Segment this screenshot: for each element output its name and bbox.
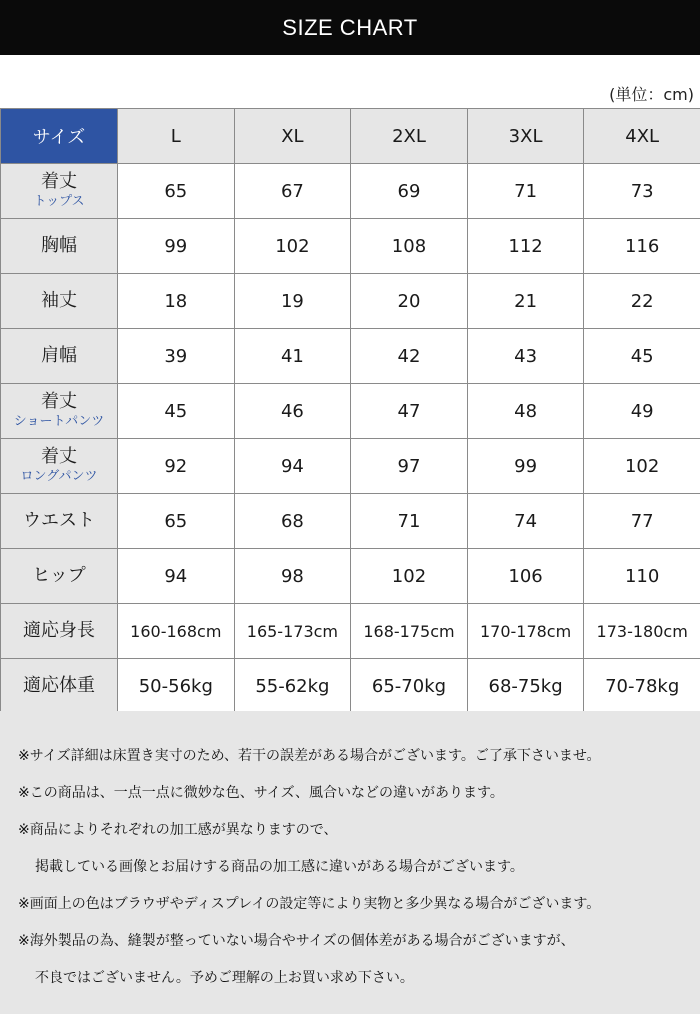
title-text: SIZE CHART [282, 14, 418, 40]
size-header-3xl: 3XL [467, 109, 584, 164]
row-label-subtext: ショートパンツ [13, 414, 105, 429]
size-cell: 68 [234, 494, 351, 549]
size-cell: 50-56kg [118, 659, 235, 714]
row-label-text: 袖丈 [41, 290, 77, 311]
size-cell: 71 [467, 164, 584, 219]
size-cell: 94 [118, 549, 235, 604]
size-cell: 41 [234, 329, 351, 384]
row-label [1, 329, 118, 384]
size-header-4xl: 4XL [584, 109, 700, 164]
row-label [1, 659, 118, 714]
size-header-xl: XL [234, 109, 351, 164]
note-line: ※画面上の色はブラウザやディスプレイの設定等により実物と多少異なる場合がございます。 [18, 896, 601, 912]
size-header-row [1, 109, 700, 164]
size-cell: 70-78kg [584, 659, 700, 714]
row-label [1, 384, 118, 439]
row-label [1, 164, 118, 219]
table-row [1, 604, 700, 659]
size-cell: 173-180cm [584, 604, 700, 659]
size-cell: 99 [467, 439, 584, 494]
size-cell: 67 [234, 164, 351, 219]
row-label-text: ウエスト [23, 510, 95, 531]
size-cell: 48 [467, 384, 584, 439]
size-cell: 160-168cm [118, 604, 235, 659]
size-cell: 112 [467, 219, 584, 274]
size-cell: 55-62kg [234, 659, 351, 714]
row-label-subtext: トップス [33, 194, 85, 209]
table-row [1, 384, 700, 439]
notes-panel [0, 711, 700, 1014]
row-label [1, 274, 118, 329]
size-cell: 99 [118, 219, 235, 274]
size-cell: 74 [467, 494, 584, 549]
size-cell: 68-75kg [467, 659, 584, 714]
row-label [1, 219, 118, 274]
size-cell: 102 [351, 549, 468, 604]
size-cell: 73 [584, 164, 700, 219]
table-row [1, 439, 700, 494]
size-cell: 108 [351, 219, 468, 274]
size-cell: 22 [584, 274, 700, 329]
size-header-l: L [118, 109, 235, 164]
row-label [1, 494, 118, 549]
size-cell: 49 [584, 384, 700, 439]
size-cell: 65-70kg [351, 659, 468, 714]
size-cell: 65 [118, 494, 235, 549]
table-row [1, 219, 700, 274]
size-cell: 42 [351, 329, 468, 384]
row-label-text: 着丈 [41, 171, 77, 192]
size-cell: 47 [351, 384, 468, 439]
size-chart-title [0, 0, 700, 55]
size-cell: 106 [467, 549, 584, 604]
size-cell: 110 [584, 549, 700, 604]
size-header-2xl: 2XL [351, 109, 468, 164]
size-cell: 98 [234, 549, 351, 604]
table-row [1, 164, 700, 219]
size-cell: 102 [234, 219, 351, 274]
note-line: ※サイズ詳細は床置き実寸のため、若干の誤差がある場合がございます。ご了承下さいませ。 [18, 748, 601, 764]
row-label-text: 適応体重 [23, 675, 95, 696]
row-label-text: 適応身長 [23, 620, 95, 641]
size-cell: 165-173cm [234, 604, 351, 659]
table-row [1, 329, 700, 384]
size-cell: 45 [584, 329, 700, 384]
table-row [1, 274, 700, 329]
size-cell: 71 [351, 494, 468, 549]
size-cell: 168-175cm [351, 604, 468, 659]
size-cell: 39 [118, 329, 235, 384]
row-label [1, 549, 118, 604]
row-label-subtext: ロングパンツ [20, 469, 98, 484]
row-label-text: 肩幅 [41, 345, 77, 366]
row-label-text: 着丈 [41, 391, 77, 412]
note-line: 不良ではございません。予めご理解の上お買い求め下さい。 [35, 970, 414, 986]
size-cell: 69 [351, 164, 468, 219]
size-cell: 46 [234, 384, 351, 439]
table-row [1, 494, 700, 549]
size-cell: 20 [351, 274, 468, 329]
size-cell: 43 [467, 329, 584, 384]
row-label-text: ヒップ [32, 565, 86, 586]
row-label-text: 胸幅 [41, 235, 77, 256]
size-cell: 97 [351, 439, 468, 494]
size-cell: 18 [118, 274, 235, 329]
note-line: ※商品によりそれぞれの加工感が異なりますので、 [18, 822, 338, 838]
size-cell: 116 [584, 219, 700, 274]
size-cell: 19 [234, 274, 351, 329]
size-cell: 45 [118, 384, 235, 439]
row-label-text: 着丈 [41, 446, 77, 467]
corner-header: サイズ [1, 109, 118, 164]
size-cell: 92 [118, 439, 235, 494]
note-line: 掲載している画像とお届けする商品の加工感に違いがある場合がございます。 [35, 859, 524, 875]
row-label [1, 604, 118, 659]
size-cell: 77 [584, 494, 700, 549]
size-cell: 102 [584, 439, 700, 494]
table-row [1, 549, 700, 604]
size-table [0, 108, 700, 714]
table-row [1, 659, 700, 714]
size-cell: 21 [467, 274, 584, 329]
note-line: ※この商品は、一点一点に微妙な色、サイズ、風合いなどの違いがあります。 [18, 785, 504, 801]
size-cell: 65 [118, 164, 235, 219]
unit-label: (単位：cm) [609, 85, 694, 104]
size-cell: 170-178cm [467, 604, 584, 659]
size-cell: 94 [234, 439, 351, 494]
note-line: ※海外製品の為、縫製が整っていない場合やサイズの個体差がある場合がございますが、 [18, 933, 575, 949]
row-label [1, 439, 118, 494]
